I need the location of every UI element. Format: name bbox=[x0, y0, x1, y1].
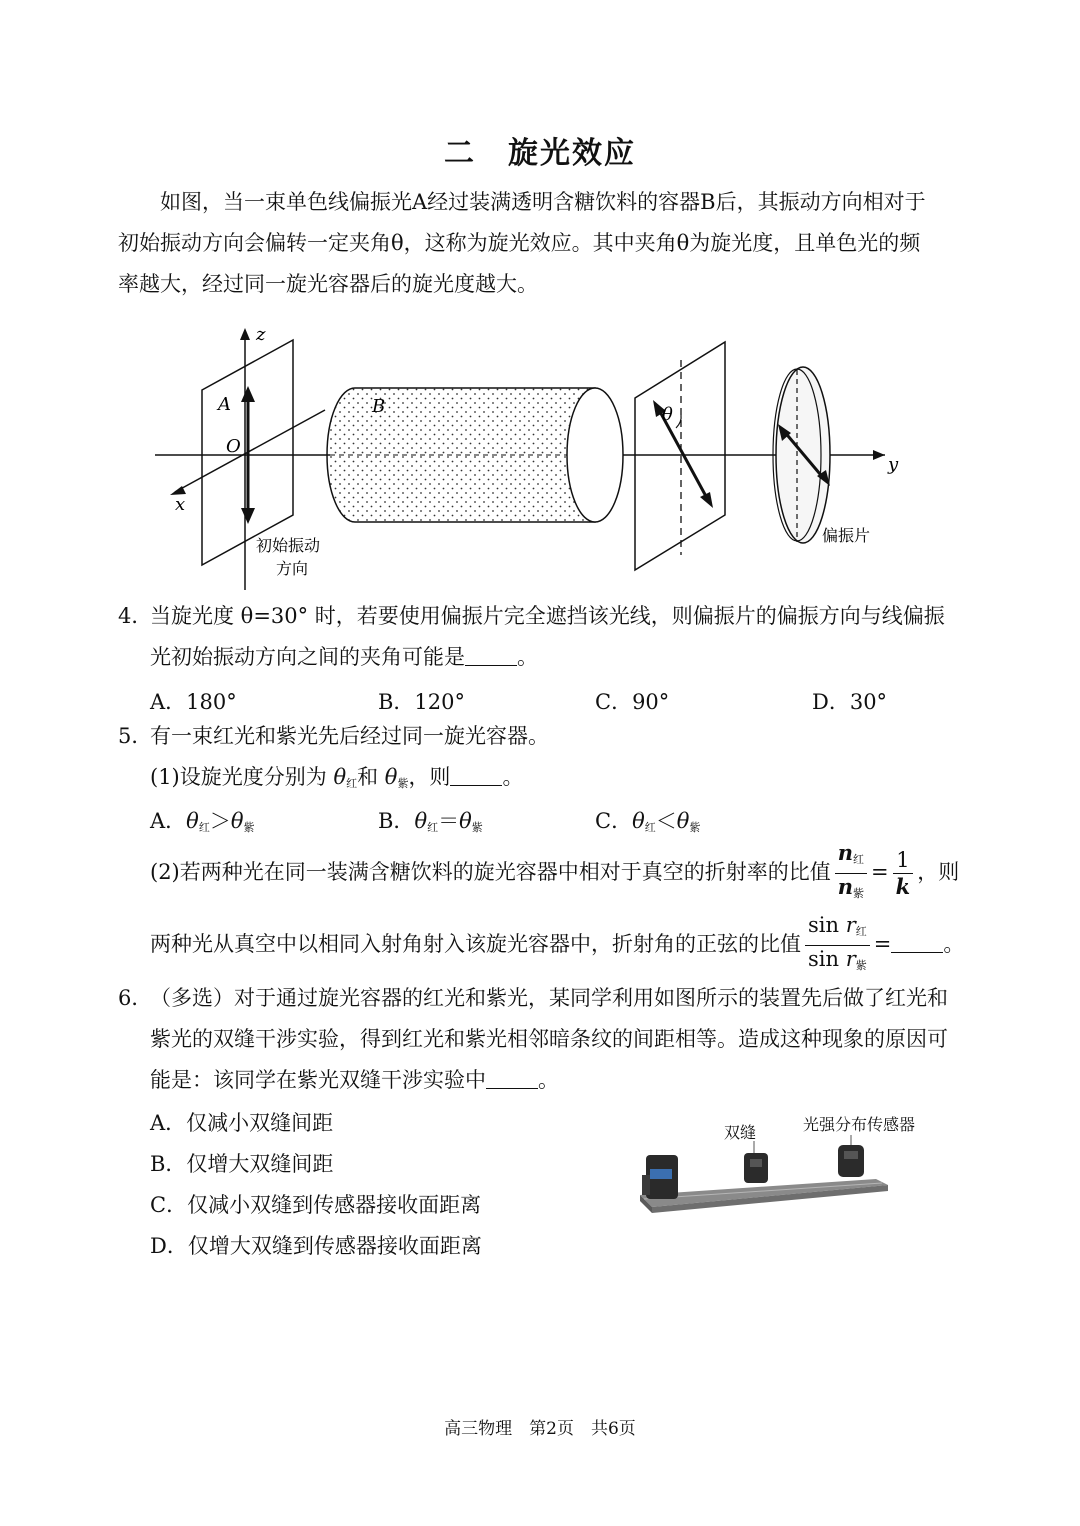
q5-choice-c[interactable] bbox=[595, 805, 700, 835]
sub-purple: 紫 bbox=[397, 777, 409, 790]
optical-rotation-diagram bbox=[140, 320, 920, 590]
q5-part-1 bbox=[150, 757, 523, 804]
sub-purple: 紫 bbox=[853, 887, 865, 900]
double-slit-apparatus-image bbox=[636, 1135, 891, 1215]
q4-line-2-row bbox=[150, 637, 538, 678]
choice-letter: B． bbox=[378, 809, 415, 833]
theta-symbol: θ bbox=[459, 809, 472, 833]
equals-sign: = bbox=[871, 860, 889, 884]
axis-x-label: x bbox=[175, 494, 186, 515]
q5-p1-text: (1)设旋光度分别为 bbox=[150, 765, 327, 789]
intro-line-2: 初始振动方向会偏转一定夹角θ，这称为旋光效应。其中夹角θ为旋光度，且单色光的频 bbox=[118, 231, 921, 255]
q4-choice-c[interactable]: C．90° bbox=[595, 690, 670, 714]
axis-z-label: z bbox=[256, 324, 266, 345]
sub-purple: 紫 bbox=[243, 821, 255, 834]
q6-number: 6． bbox=[118, 986, 153, 1010]
sin-text: sin bbox=[808, 913, 846, 937]
equals-sign: = bbox=[873, 932, 892, 956]
q5-1-answer-blank[interactable] bbox=[450, 763, 502, 786]
numerator-one: 1 bbox=[893, 847, 914, 874]
caption-polarizer: 偏振片 bbox=[822, 526, 871, 545]
k-symbol: k bbox=[895, 874, 911, 899]
q5-p2-text: (2)若两种光在同一装满含糖饮料的旋光容器中相对于真空的折射率的比值 bbox=[150, 860, 831, 884]
caption-initial-1: 初始振动 bbox=[256, 536, 321, 555]
question-6 bbox=[118, 978, 948, 1019]
q4-choice-a[interactable]: A．180° bbox=[150, 690, 237, 714]
r-symbol: r bbox=[845, 947, 856, 971]
sub-purple: 紫 bbox=[689, 821, 701, 834]
theta-symbol: θ bbox=[186, 809, 199, 833]
question-4 bbox=[118, 596, 945, 637]
page-footer: 高三物理 第2页 共6页 bbox=[444, 1419, 636, 1439]
q6-line-2: 紫光的双缝干涉实验，得到红光和紫光相邻暗条纹的间距相等。造成这种现象的原因可 bbox=[150, 1027, 948, 1051]
q5-stem: 有一束红光和紫光先后经过同一旋光容器。 bbox=[150, 724, 549, 748]
q6-line-1: （多选）对于通过旋光容器的红光和紫光，某同学利用如图所示的装置先后做了红光和 bbox=[150, 986, 948, 1010]
caption-initial-2: 方向 bbox=[276, 559, 309, 578]
q4-line-1: 当旋光度 θ=30° 时，若要使用偏振片完全遮挡该光线，则偏振片的偏振方向与线偏振 bbox=[150, 604, 945, 628]
q5-and: 和 bbox=[357, 765, 379, 789]
theta-symbol: θ bbox=[632, 809, 645, 833]
q5-p2-text-2: 两种光从真空中以相同入射角射入该旋光容器中，折射角的正弦的比值 bbox=[150, 932, 801, 956]
theta-symbol: θ bbox=[230, 809, 244, 833]
q4-choice-d[interactable]: D．30° bbox=[812, 690, 888, 714]
refractive-index-ratio bbox=[835, 840, 867, 907]
sine-ratio bbox=[805, 912, 870, 979]
equal-sign: ＝ bbox=[438, 809, 460, 833]
q4-number: 4． bbox=[118, 604, 153, 628]
theta-symbol: θ bbox=[414, 809, 428, 833]
q5-part-2 bbox=[150, 840, 959, 907]
label-theta: θ bbox=[662, 404, 673, 425]
q4-end: 。 bbox=[517, 645, 538, 669]
q6-line-3: 能是：该同学在紫光双缝干涉实验中 bbox=[150, 1068, 486, 1092]
label-A: A bbox=[218, 394, 231, 415]
choice-letter: A． bbox=[150, 809, 187, 833]
q6-answer-blank[interactable] bbox=[486, 1066, 538, 1089]
q4-line-2: 光初始振动方向之间的夹角可能是 bbox=[150, 645, 465, 669]
q5-part-2-line-2 bbox=[150, 912, 964, 979]
q6-choice-c[interactable]: C．仅减小双缝到传感器接收面距离 bbox=[150, 1193, 482, 1217]
theta-symbol: θ bbox=[384, 765, 398, 789]
less-than: ＜ bbox=[655, 809, 677, 833]
label-O: O bbox=[226, 436, 241, 457]
sub-purple: 紫 bbox=[855, 959, 867, 972]
sub-red: 红 bbox=[855, 925, 867, 938]
q5-2-answer-blank[interactable] bbox=[891, 930, 943, 953]
theta-symbol: θ bbox=[333, 765, 347, 789]
q6-choice-b[interactable]: B．仅增大双缝间距 bbox=[150, 1152, 334, 1176]
theta-symbol: θ bbox=[676, 809, 690, 833]
sub-red: 红 bbox=[346, 777, 358, 790]
section-title: 二 旋光效应 bbox=[444, 136, 636, 171]
greater-than: ＞ bbox=[209, 809, 231, 833]
q4-answer-blank[interactable] bbox=[465, 643, 517, 666]
q4-choice-b[interactable]: B．120° bbox=[378, 690, 466, 714]
one-over-k bbox=[893, 847, 914, 900]
question-5 bbox=[118, 716, 549, 757]
q5-1-end: 。 bbox=[502, 765, 524, 789]
sub-purple: 紫 bbox=[471, 821, 483, 834]
q5-number: 5． bbox=[118, 724, 153, 748]
q6-choice-d[interactable]: D．仅增大双缝到传感器接收面距离 bbox=[150, 1234, 482, 1258]
r-symbol: r bbox=[845, 913, 856, 937]
q5-2-end: 。 bbox=[943, 932, 965, 956]
q5-choice-b[interactable] bbox=[378, 805, 483, 835]
intro-paragraph bbox=[118, 182, 968, 305]
sub-red: 红 bbox=[853, 853, 865, 866]
label-B: B bbox=[372, 396, 386, 417]
sub-red: 红 bbox=[198, 821, 210, 834]
q5-choice-a[interactable] bbox=[150, 805, 254, 835]
label-double-slit: 双缝 bbox=[724, 1123, 757, 1142]
n-symbol: n bbox=[837, 874, 854, 899]
q6-end: 。 bbox=[538, 1068, 559, 1092]
q6-line-3-row bbox=[150, 1060, 559, 1101]
q6-choice-a[interactable]: A．仅减小双缝间距 bbox=[150, 1111, 334, 1135]
label-light-sensor: 光强分布传感器 bbox=[803, 1115, 916, 1134]
sub-red: 红 bbox=[427, 821, 439, 834]
axis-y-label: y bbox=[888, 454, 899, 475]
q5-p2-then: ，则 bbox=[917, 860, 960, 884]
choice-letter: C． bbox=[595, 809, 633, 833]
sub-red: 红 bbox=[644, 821, 656, 834]
intro-line-3: 率越大，经过同一旋光容器后的旋光度越大。 bbox=[118, 272, 538, 296]
q5-p1-then: ，则 bbox=[408, 765, 451, 789]
n-symbol: n bbox=[837, 840, 854, 865]
sin-text: sin bbox=[808, 947, 846, 971]
intro-line-1: 如图，当一束单色线偏振光A经过装满透明含糖饮料的容器B后，其振动方向相对于 bbox=[160, 190, 926, 214]
